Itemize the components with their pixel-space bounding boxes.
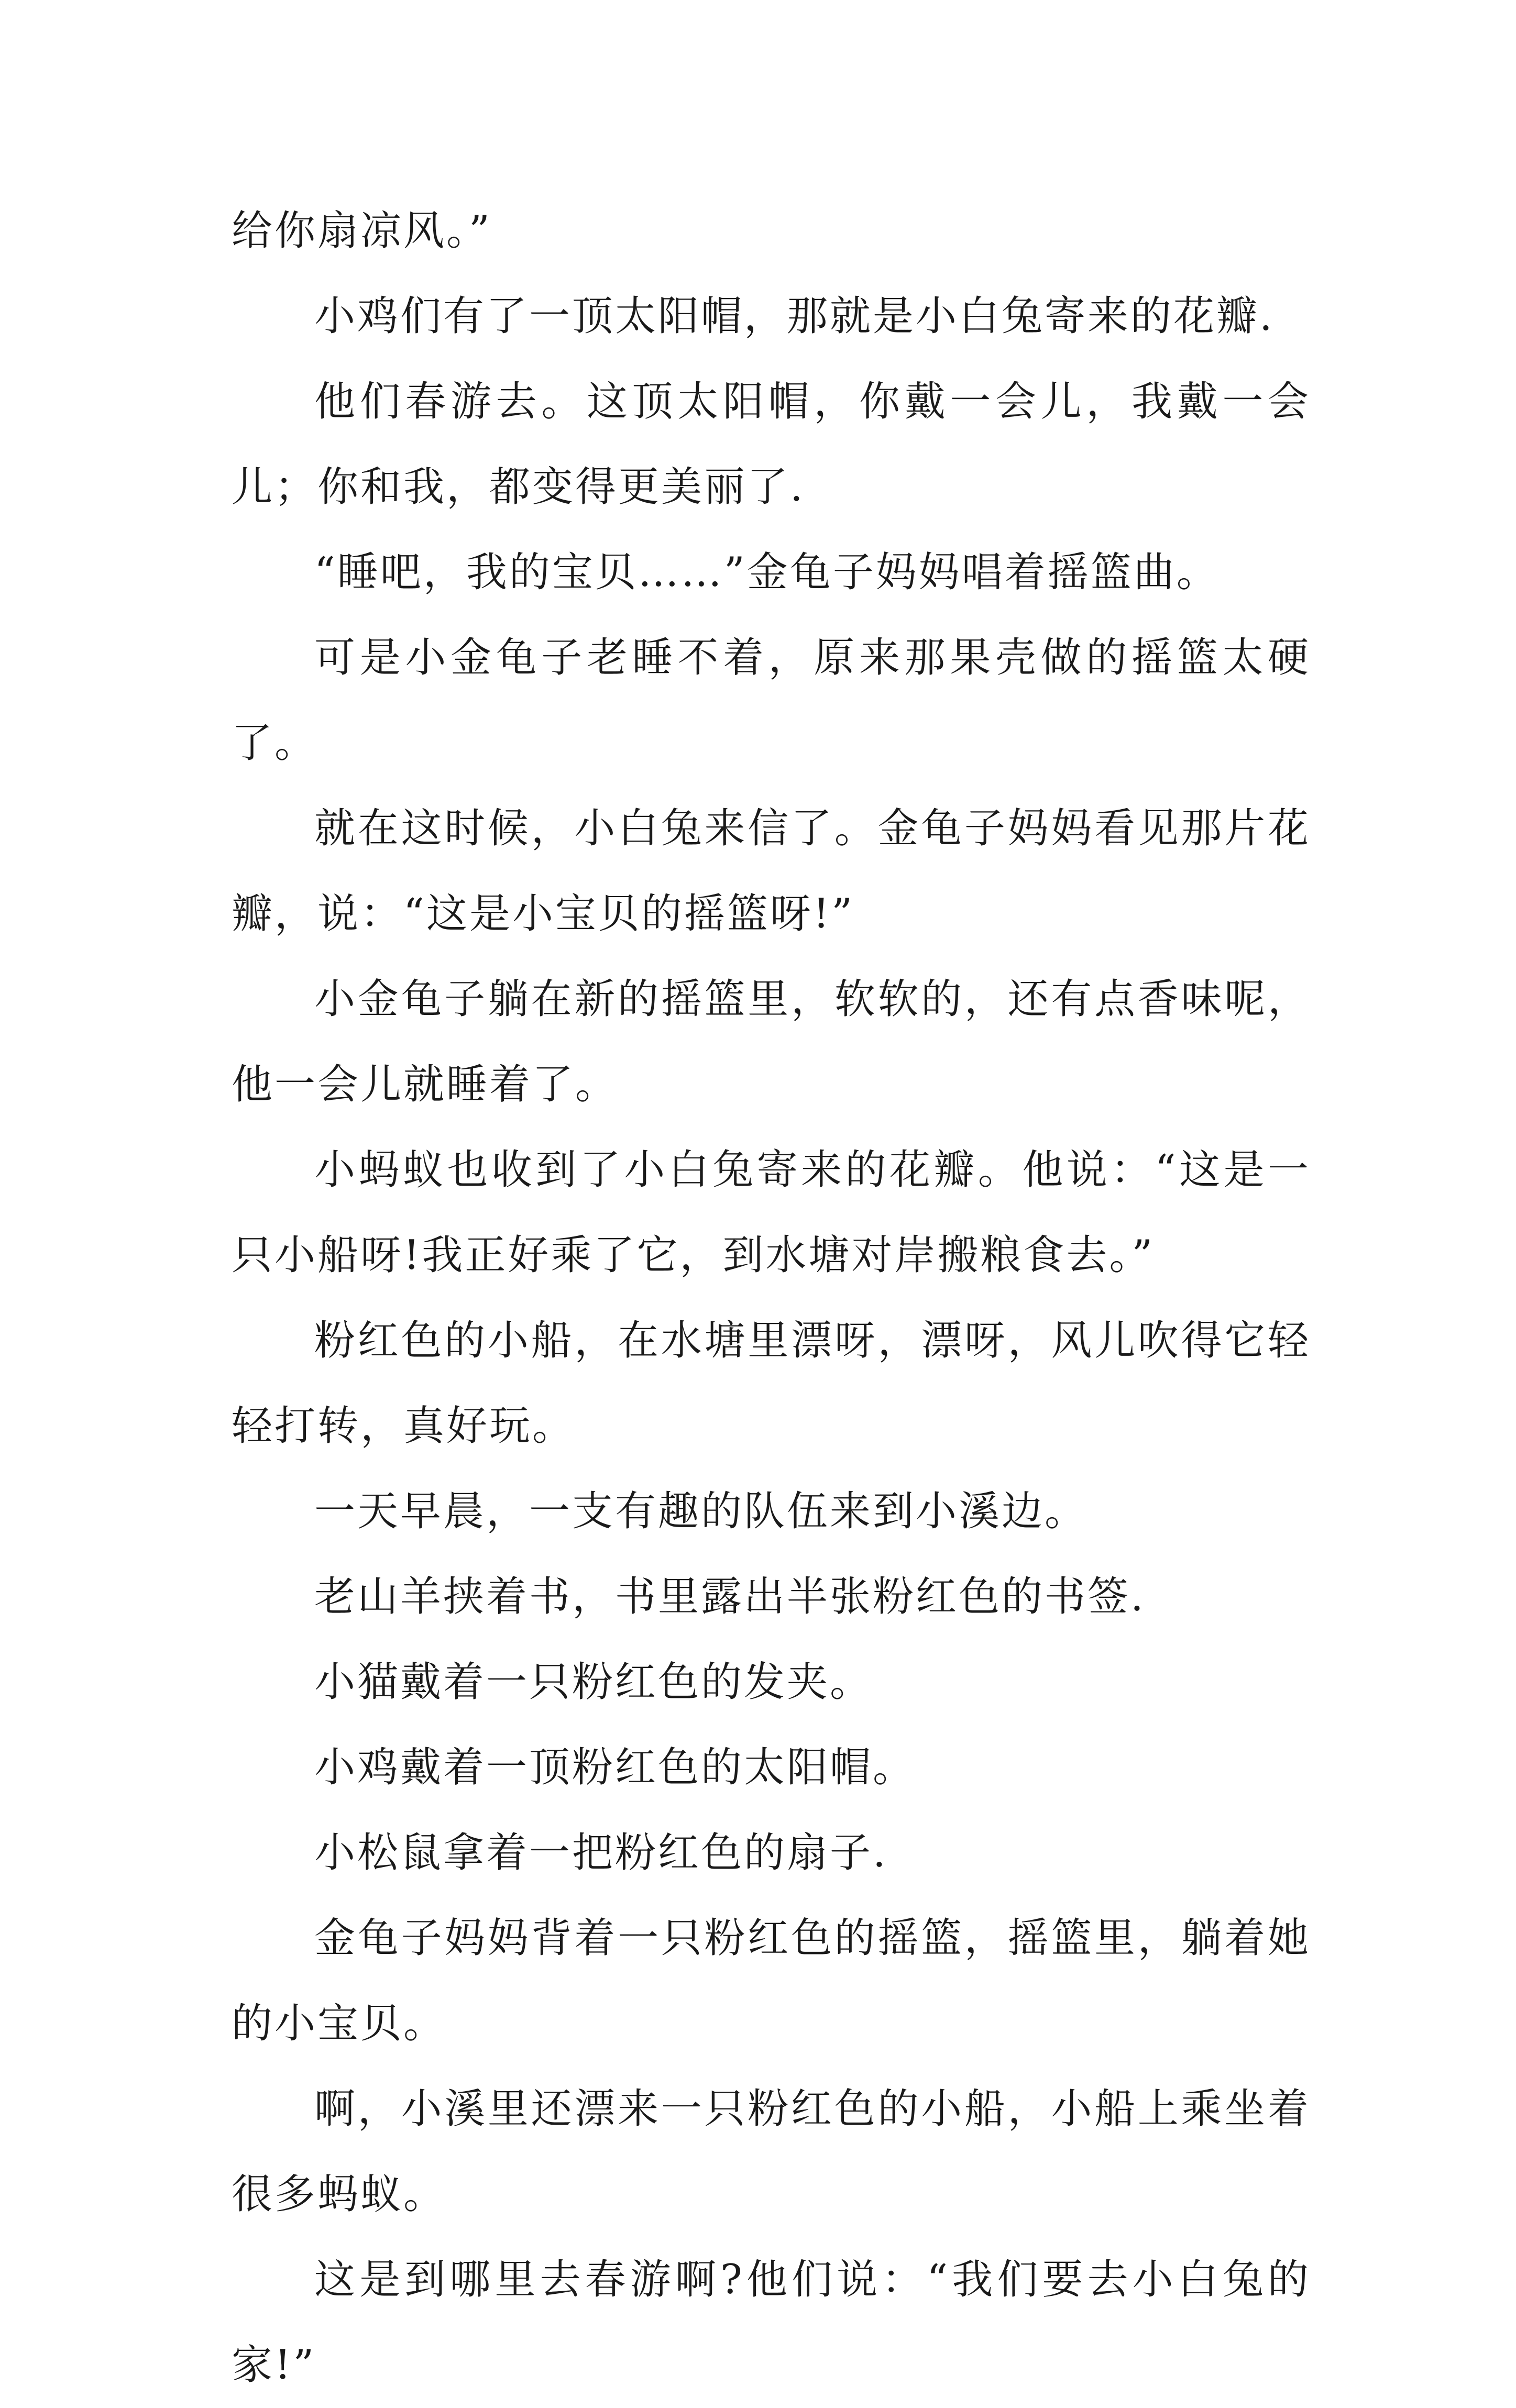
paragraph: 老山羊挟着书，书里露出半张粉红色的书签. (314, 1573, 1146, 1620)
paragraph: 给你扇凉风。” (232, 207, 492, 255)
paragraph: 可是小金龟子老睡不着，原来那果壳做的摇篮太硬了。 (232, 634, 1311, 767)
paragraph: 啊，小溪里还漂来一只粉红色的小船，小船上乘坐着很多蚂蚁。 (232, 2085, 1311, 2218)
story-text (232, 189, 1311, 2408)
paragraph: 他们春游去。这顶太阳帽，你戴一会儿，我戴一会儿；你和我，都变得更美丽了. (232, 378, 1311, 511)
paragraph: 小鸡们有了一顶太阳帽，那就是小白兔寄来的花瓣. (314, 293, 1275, 340)
paragraph: 粉红色的小船，在水塘里漂呀，漂呀，风儿吹得它轻轻打转，真好玩。 (232, 1317, 1311, 1450)
paragraph: 小鸡戴着一顶粉红色的太阳帽。 (314, 1744, 916, 1791)
paragraph: “睡吧，我的宝贝……”金龟子妈妈唱着摇篮曲。 (314, 549, 1220, 596)
paragraph: 就在这时候，小白兔来信了。金龟子妈妈看见那片花瓣，说：“这是小宝贝的摇篮呀!” (232, 805, 1311, 937)
paragraph: 这是到哪里去春游啊?他们说：“我们要去小白兔的家!” (232, 2256, 1311, 2389)
paragraph: 小蚂蚁也收到了小白兔寄来的花瓣。他说：“这是一只小船呀!我正好乘了它，到水塘对岸搬粮食去。” (232, 1146, 1311, 1279)
paragraph: 一天早晨，一支有趣的队伍来到小溪边。 (314, 1488, 1088, 1535)
paragraph: 小松鼠拿着一把粉红色的扇子. (314, 1829, 888, 1876)
paragraph: 金龟子妈妈背着一只粉红色的摇篮，摇篮里，躺着她的小宝贝。 (232, 1915, 1311, 2047)
paragraph: 小金龟子躺在新的摇篮里，软软的，还有点香味呢，他一会儿就睡着了。 (232, 976, 1311, 1108)
paragraph: 小猫戴着一只粉红色的发夹。 (314, 1659, 873, 1706)
